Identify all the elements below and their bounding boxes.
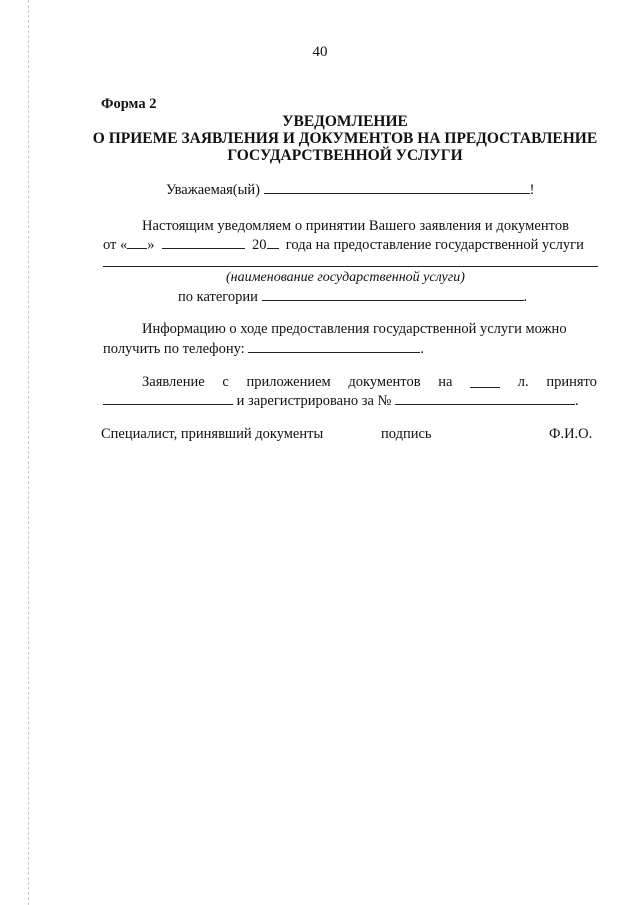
para3-word-1: Заявление <box>142 374 205 390</box>
date-quote-close: » <box>147 237 155 253</box>
day-field[interactable] <box>127 235 147 249</box>
service-name-field[interactable] <box>103 266 598 267</box>
accepted-word: принято <box>546 374 597 390</box>
para3-line2 <box>103 391 579 410</box>
month-field[interactable] <box>162 235 245 249</box>
para1-line1: Настоящим уведомляем о принятии Вашего заявления и документов <box>142 218 570 234</box>
salutation-end: ! <box>529 182 535 198</box>
registration-number-field[interactable] <box>395 391 575 405</box>
para2-line1: Информацию о ходе предоставления государственной услуги можно <box>142 321 567 337</box>
registered-label: и зарегистрировано за № <box>236 393 392 409</box>
para2-line2 <box>103 339 424 358</box>
title-line-2: О ПРИЕМЕ ЗАЯВЛЕНИЯ И ДОКУМЕНТОВ НА ПРЕДОСТАВЛЕНИЕ <box>92 130 598 147</box>
phone-field[interactable] <box>248 339 420 353</box>
form-label: Форма 2 <box>101 96 157 112</box>
salutation-text: Уважаемая(ый) <box>166 182 260 198</box>
acceptance-date-field[interactable] <box>103 391 233 405</box>
year-field[interactable] <box>267 235 279 249</box>
year-prefix: 20 <box>252 237 267 253</box>
para2-end: . <box>420 341 424 357</box>
para3-word-2: с <box>222 374 229 390</box>
page-number: 40 <box>312 44 328 60</box>
phone-label: получить по телефону: <box>103 341 245 357</box>
signature-label: подпись <box>381 426 432 442</box>
salutation <box>166 180 534 199</box>
title-line-1: УВЕДОМЛЕНИЕ <box>282 113 408 130</box>
service-caption: (наименование государственной услуги) <box>226 270 465 285</box>
date-from-label: от « <box>103 237 128 253</box>
para3-word-5: на <box>438 374 453 390</box>
title-line-3: ГОСУДАРСТВЕННОЙ УСЛУГИ <box>227 147 463 164</box>
para1-rest: года на предоставление государственной услуги <box>285 237 584 253</box>
category-end: . <box>523 289 528 305</box>
specialist-label: Специалист, принявший документы <box>101 426 324 442</box>
para3-word-4: документов <box>348 374 421 390</box>
sheets-count-field[interactable] <box>470 374 500 388</box>
para3-line1 <box>142 374 597 391</box>
para3-word-3: приложением <box>246 374 331 390</box>
recipient-name-field[interactable] <box>264 180 530 194</box>
category-label: по категории <box>178 289 258 305</box>
sheets-unit: л. <box>517 374 529 390</box>
para3-end: . <box>575 393 579 409</box>
para1-line2 <box>103 235 584 254</box>
category-field[interactable] <box>262 287 524 301</box>
category-line <box>178 287 527 306</box>
fio-label: Ф.И.О. <box>549 426 593 442</box>
